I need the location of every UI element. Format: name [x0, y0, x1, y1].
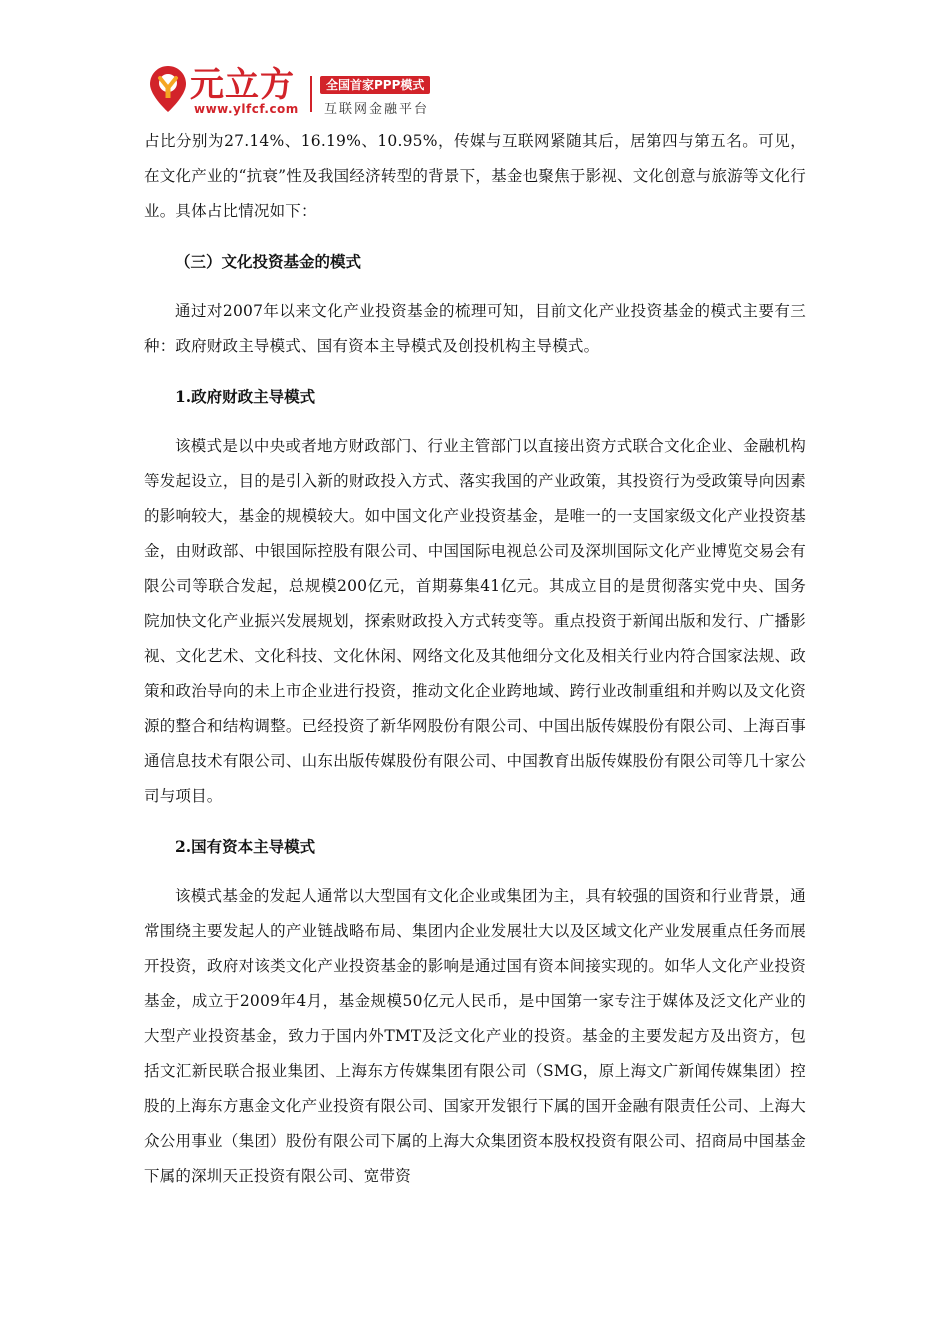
brand-url: www.ylfcf.com	[194, 102, 299, 116]
paragraph-4: 该模式基金的发起人通常以大型国有文化企业或集团为主，具有较强的国资和行业背景，通常围绕主要发起人的产业链战略布局、集团内企业发展壮大以及区域文化产业发展重点任务而展开投资，政府对该类文化产业投资基金的影响是通过国有资本间接实现的。如华人文化产业投资基金，成立于2009年4月，基金规模50亿元人民币，是中国第一家专注于媒体及泛文化产业的大型产业投资基金，致力于国内外TMT及泛文化产业的投资。基金的主要发起方及出资方，包括文汇新民联合报业集团、上海东方传媒集团有限公司（SMG，原上海文广新闻传媒集团）控股的上海东方惠金文化产业投资有限公司、国家开发银行下属的国开金融有限责任公司、上海大众公用事业（集团）股份有限公司下属的上海大众集团资本股权投资有限公司、招商局中国基金下属的深圳天正投资有限公司、宽带资	[144, 887, 806, 1185]
paragraph-3: 该模式是以中央或者地方财政部门、行业主管部门以直接出资方式联合文化企业、金融机构等发起设立，目的是引入新的财政投入方式、落实我国的产业政策，其投资行为受政策导向因素的影响较大，基金的规模较大。如中国文化产业投资基金，是唯一的一支国家级文化产业投资基金，由财政部、中银国际控股有限公司、中国国际电视总公司及深圳国际文化产业博览交易会有限公司等联合发起，总规模200亿元，首期募集41亿元。其成立目的是贯彻落实党中央、国务院加快文化产业振兴发展规划，探索财政投入方式转变等。重点投资于新闻出版和发行、广播影视、文化艺术、文化科技、文化休闲、网络文化及其他细分文化及相关行业内符合国家法规、政策和政治导向的未上市企业进行投资，推动文化企业跨地域、跨行业改制重组和并购以及文化资源的整合和结构调整。已经投资了新华网股份有限公司、中国出版传媒股份有限公司、上海百事通信息技术有限公司、山东出版传媒股份有限公司、中国教育出版传媒股份有限公司等几十家公司与项目。	[144, 437, 806, 805]
page-header	[144, 62, 584, 122]
slogan-badge: 全国首家PPP模式	[320, 76, 430, 94]
subsection-heading-2: 2.国有资本主导模式	[175, 837, 316, 856]
paragraph-1: 占比分别为27.14%、16.19%、10.95%，传媒与互联网紧随其后，居第四与第五名。可见，在文化产业的“抗衰”性及我国经济转型的背景下，基金也聚焦于影视、文化创意与旅游等文化行业。具体占比情况如下：	[144, 132, 806, 220]
ylfcf-logo-icon	[144, 64, 192, 114]
header-divider	[310, 76, 312, 112]
paragraph-2: 通过对2007年以来文化产业投资基金的梳理可知，目前文化产业投资基金的模式主要有三种：政府财政主导模式、国有资本主导模式及创投机构主导模式。	[144, 302, 806, 355]
brand-name: 元立方	[190, 65, 295, 105]
section-heading-3: （三）文化投资基金的模式	[175, 252, 362, 271]
slogan-subtitle: 互联网金融平台	[324, 102, 430, 117]
document-body	[144, 124, 806, 1194]
subsection-heading-1: 1.政府财政主导模式	[175, 387, 316, 406]
